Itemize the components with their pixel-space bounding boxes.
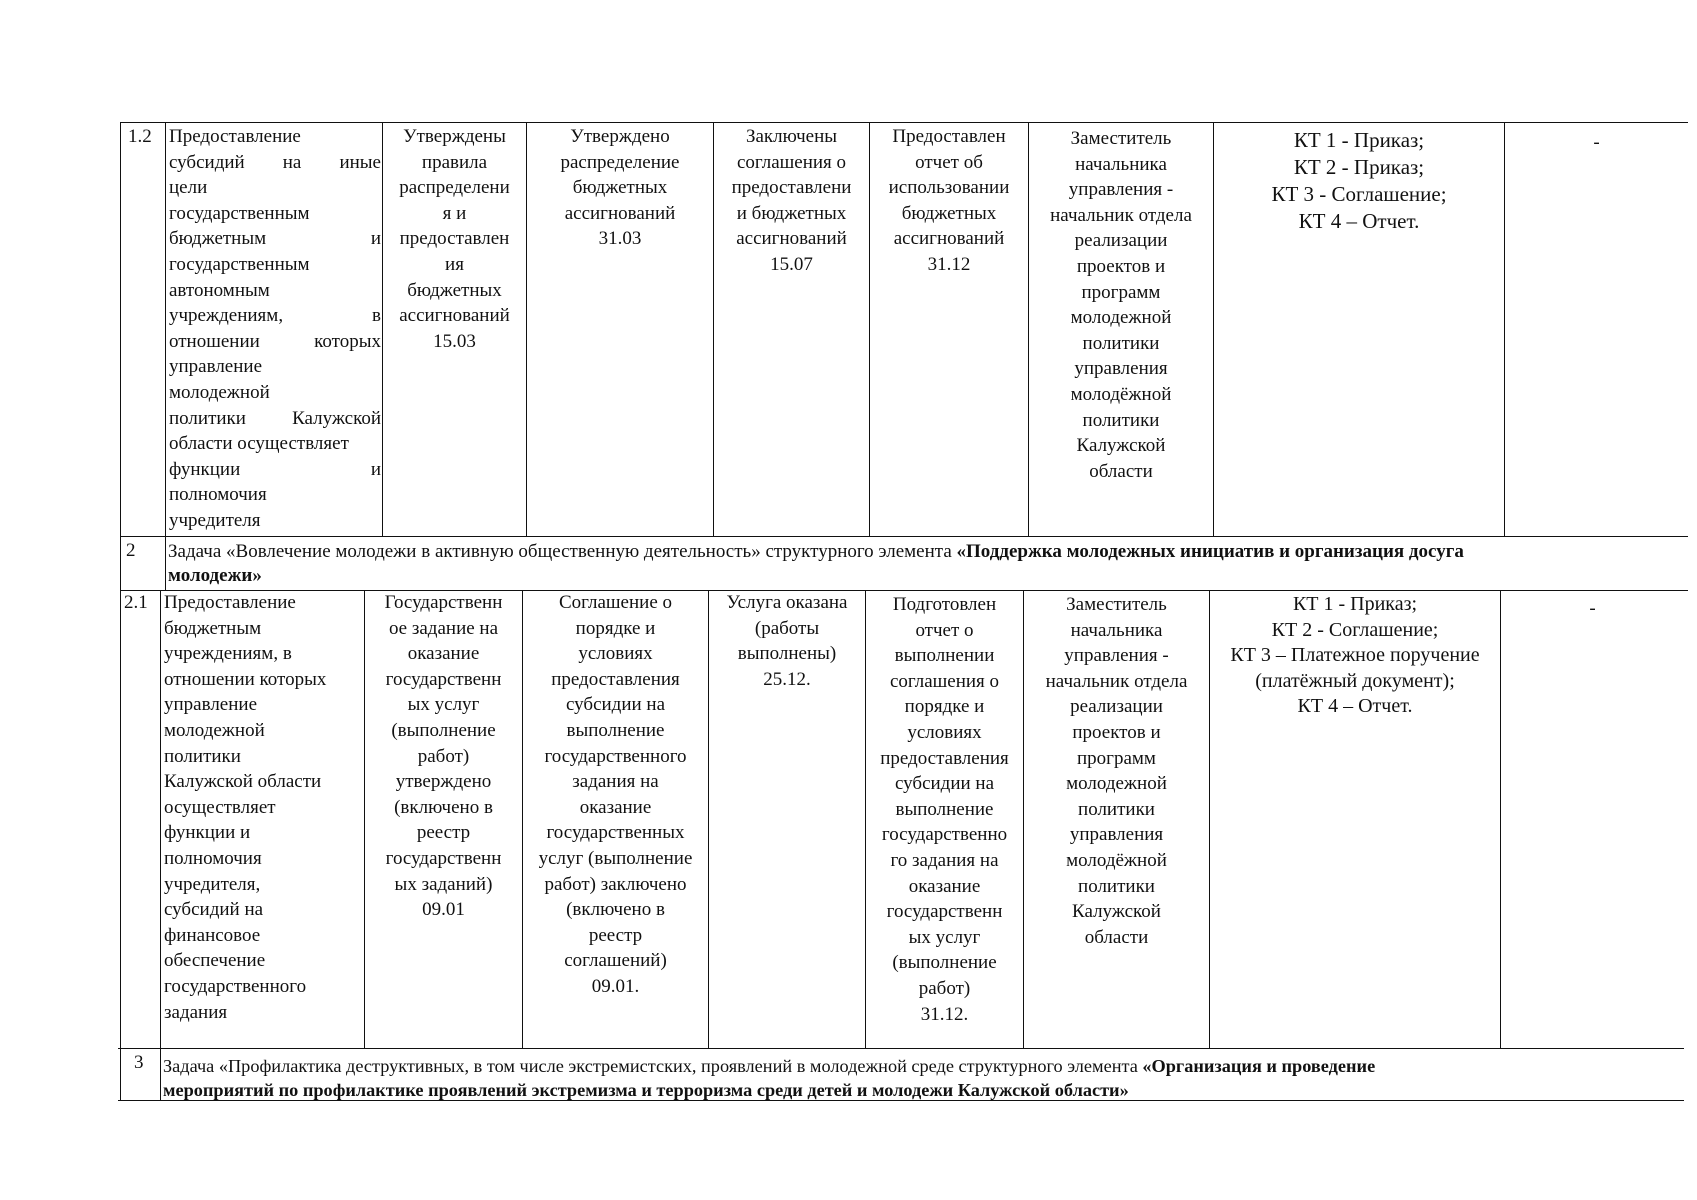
cell-line: государственных [546, 822, 685, 844]
control-point-1-cell [383, 124, 526, 354]
cell-word: политики [169, 407, 246, 429]
event-name-cell [164, 590, 326, 1025]
cell-line: ассигнований [736, 228, 847, 250]
cell-line: области [1084, 926, 1149, 948]
cell-line: государственн [385, 847, 502, 869]
cell-word: на [282, 151, 302, 173]
cell-line: отношении которых [164, 668, 327, 690]
cell-line [169, 226, 381, 252]
cell-line [169, 354, 381, 380]
cell-line: начальника [1075, 153, 1167, 175]
cell-line [169, 150, 381, 176]
cell-line: 15.03 [433, 330, 476, 352]
cell-line: Соглашение о [559, 592, 672, 613]
row-number: 2 [126, 540, 136, 561]
cell-line: 31.12. [920, 1003, 969, 1025]
cell-line: 25.12. [763, 668, 811, 690]
cell-line: работ) [417, 745, 470, 767]
task-3-bold-2: мероприятий по профилактике проявлений экстремизма и терроризма среди детей и молодежи Калужской области» [163, 1080, 1129, 1100]
cell-line: порядке и [575, 617, 656, 639]
cell-line: субсидии на [894, 773, 995, 795]
cell-word: субсидий [169, 151, 245, 173]
cell-line [169, 457, 381, 483]
row-number: 1.2 [128, 126, 152, 147]
cell-word: которых [314, 330, 381, 352]
row-number: 3 [134, 1052, 144, 1073]
row-number: 2.1 [124, 592, 148, 613]
cell-line: программ [1081, 281, 1161, 303]
cell-line: ия [445, 253, 464, 275]
cell-line: государственн [385, 668, 502, 690]
cell-line: молодежной [164, 719, 265, 741]
cell-line: молодёжной [1066, 849, 1167, 871]
cell-line: бюджетных [407, 279, 502, 301]
cell-line: начальник отдела [1045, 670, 1188, 692]
cell-line: услуг (выполнение [538, 847, 693, 869]
cell-line: 09.01. [591, 975, 640, 997]
cell-word: государственным [169, 253, 310, 275]
cell-line: и бюджетных [736, 202, 847, 224]
grid-line [120, 122, 1688, 123]
task-3-bold: «Организация и проведение [1142, 1056, 1376, 1076]
cell-word: бюджетным [169, 228, 267, 250]
cell-line: утверждено [395, 771, 492, 793]
cell-line: учредителя, [164, 873, 261, 895]
cell-line: финансовое [164, 924, 261, 946]
cell-line: ых услуг [407, 694, 480, 716]
cell-word: и [370, 228, 381, 250]
cell-line: Предоставлен [892, 126, 1006, 147]
cell-line: управления - [1064, 645, 1169, 667]
cell-word: полномочия [169, 484, 267, 506]
cell-line: реестр [416, 822, 471, 844]
task-2-plain: Задача «Вовлечение молодежи в активную общественную деятельность» структурного элемента [168, 541, 957, 562]
cell-line: начальника [1070, 619, 1163, 641]
cell-line: проектов и [1072, 721, 1161, 743]
cell-line: (платёжный документ); [1255, 669, 1455, 692]
cell-line: реализации [1070, 696, 1163, 718]
cell-line: Заместитель [1070, 128, 1172, 149]
cell-line: бюджетных [901, 202, 997, 224]
cell-line: я и [442, 202, 467, 224]
cell-line [169, 278, 381, 304]
task-3-text [163, 1054, 1375, 1102]
cell-line: Заключены [745, 126, 838, 147]
cell-line: порядке и [904, 696, 985, 718]
cell-line: управления - [1068, 179, 1174, 201]
cell-line: учреждениям, в [164, 643, 292, 665]
cell-line: КТ 4 – Отчет. [1298, 209, 1420, 233]
cell-line: соглашения о [889, 670, 1000, 692]
cell-line: КТ 3 - Соглашение; [1271, 182, 1447, 206]
cell-line: молодежной [1066, 773, 1167, 795]
cell-line: выполнение [895, 798, 994, 820]
cell-word: государственным [169, 202, 310, 224]
cell-line: Услуга оказана [726, 592, 848, 613]
cell-line: полномочия [164, 847, 262, 869]
cell-line: распределени [399, 177, 510, 199]
cell-line: обеспечение [164, 950, 266, 972]
grid-line [120, 122, 121, 1100]
cell-line: (выполнение [391, 719, 496, 741]
grid-line [165, 536, 166, 590]
cell-line: 31.12 [927, 253, 971, 275]
cell-word: учредителя [169, 509, 261, 531]
cell-word: учреждениям, [169, 305, 284, 327]
grid-line [1500, 590, 1501, 1048]
responsible-cell [1024, 592, 1209, 950]
cell-word: молодежной [169, 381, 270, 403]
cell-line: Калужской [1076, 435, 1166, 457]
cell-line: распределение [560, 151, 680, 173]
cell-line: 09.01 [422, 899, 465, 921]
cell-line: проектов и [1076, 255, 1166, 277]
cell-line [169, 252, 381, 278]
cell-line [169, 201, 381, 227]
cell-line: отчет о [915, 619, 974, 641]
cell-line: Калужской области [164, 771, 322, 793]
grid-line [1504, 122, 1505, 536]
cell-line: молодежной [1070, 307, 1172, 329]
cell-line: КТ 4 – Отчет. [1297, 695, 1413, 718]
cell-line: 15.07 [770, 253, 813, 275]
cell-line [169, 303, 381, 329]
cell-word: иные [339, 151, 381, 173]
cell-line: условиях [578, 643, 653, 665]
cell-line: выполнение [566, 719, 665, 741]
cell-line: молодёжной [1070, 383, 1172, 405]
cell-line: условиях [907, 721, 982, 743]
cell-word: управление [169, 356, 263, 378]
cell-line: государственного [164, 975, 307, 997]
cell-line: ассигнований [399, 305, 510, 327]
cell-line [169, 508, 381, 534]
control-point-2-cell [523, 590, 708, 1000]
cell-line: предоставления [880, 747, 1009, 769]
task-3-line-1 [163, 1054, 1375, 1078]
cell-line: выполнены) [737, 643, 837, 665]
task-3-line-2 [163, 1078, 1375, 1102]
cell-line: Утверждены [403, 126, 506, 147]
cell-line: (работы [754, 617, 820, 639]
task-2-bold: «Поддержка молодежных инициатив и организация досуга [956, 541, 1464, 562]
cell-line: Предоставление [164, 592, 296, 613]
control-point-4-cell [866, 592, 1023, 1027]
cell-line: реализации [1074, 230, 1168, 252]
cell-line: начальник отдела [1050, 204, 1192, 226]
cell-word: автономным [169, 279, 270, 301]
cell-line: управление [164, 694, 258, 716]
cell-line: политики [164, 745, 241, 767]
cell-line: КТ 3 – Платежное поручение [1230, 644, 1480, 667]
cell-line: соглашения о [736, 151, 847, 173]
cell-line: ых заданий) [394, 873, 493, 895]
cell-line: предоставления [551, 668, 680, 690]
cell-line: Подготовлен [892, 594, 997, 615]
cell-line: области [1089, 460, 1153, 482]
grid-line [160, 590, 161, 1048]
cell-line: осуществляет [164, 796, 276, 818]
cell-line: работ) [918, 977, 971, 999]
cell-line: оказание [407, 643, 480, 665]
cell-line: задания [164, 1001, 228, 1023]
cell-word: цели [169, 177, 208, 199]
cell-word: Калужской [292, 407, 381, 429]
cell-line [169, 329, 381, 355]
control-point-4-cell [870, 124, 1028, 278]
control-point-1-cell [365, 590, 522, 923]
cell-line: предоставлени [731, 177, 852, 199]
cell-line: КТ 2 - Соглашение; [1271, 618, 1439, 641]
cell-line: соглашений) [564, 950, 667, 972]
cell-line: политики [1082, 409, 1160, 431]
cell-word: отношении [169, 330, 260, 352]
cell-line: оказание [908, 875, 981, 897]
cell-line: оказание [579, 796, 652, 818]
cell-line [169, 124, 381, 150]
last-cell: - [1589, 598, 1596, 619]
cell-line: (выполнение [892, 952, 997, 974]
cell-line: государственно [881, 824, 1008, 846]
cell-line: работ) заключено [544, 873, 687, 895]
cell-line [169, 380, 381, 406]
grid-line [120, 590, 1688, 591]
cell-line: ассигнований [564, 202, 676, 224]
control-point-3-cell [714, 124, 869, 278]
cell-line: ое задание на [388, 617, 499, 639]
cell-line: политики [1078, 875, 1155, 897]
cell-line: ассигнований [893, 228, 1005, 250]
cell-line: КТ 2 - Приказ; [1293, 155, 1425, 179]
cell-line: предоставлен [399, 228, 510, 250]
cell-line: Заместитель [1066, 594, 1167, 615]
cell-line [169, 175, 381, 201]
cell-line: отчет об [915, 151, 983, 173]
cell-line [169, 482, 381, 508]
task-3-plain: Задача «Профилактика деструктивных, в том числе экстремистских, проявлений в молодежной среде структурного элемента [163, 1056, 1143, 1076]
cell-word: Предоставление [169, 126, 301, 147]
cell-word: и [370, 458, 381, 480]
cell-line: 31.03 [598, 228, 642, 250]
cell-line [169, 431, 381, 457]
task-2-text [168, 540, 1464, 588]
grid-line [118, 1048, 1684, 1049]
event-name-cell [169, 124, 381, 534]
cell-line: политики [1078, 798, 1155, 820]
cell-line: реестр [588, 924, 643, 946]
cell-line: Государственн [384, 592, 503, 613]
cell-line: управления [1069, 824, 1164, 846]
cell-word: области осуществляет [169, 433, 349, 455]
documents-cell [1210, 592, 1500, 720]
grid-line [120, 536, 1688, 537]
grid-line [160, 1048, 161, 1100]
task-2-bold-2: молодежи» [168, 565, 262, 586]
cell-word: функции [169, 458, 241, 480]
cell-line: функции и [164, 822, 251, 844]
control-point-2-cell [527, 124, 713, 252]
documents-cell [1214, 127, 1504, 235]
cell-line: выполнении [894, 645, 995, 667]
grid-line [165, 122, 166, 536]
cell-line: программ [1077, 747, 1156, 769]
cell-line: государственн [886, 901, 1003, 923]
cell-line: КТ 1 - Приказ; [1292, 593, 1418, 615]
cell-line: КТ 1 - Приказ; [1293, 128, 1425, 152]
cell-line: правила [421, 151, 488, 173]
cell-line: субсидий на [164, 899, 264, 921]
cell-line: Калужской [1072, 901, 1161, 923]
control-point-3-cell [709, 590, 865, 692]
cell-line: политики [1082, 332, 1160, 354]
cell-line: (включено в [394, 796, 493, 818]
task-2-line-1 [168, 540, 1464, 564]
cell-line [169, 406, 381, 432]
cell-line: Утверждено [570, 126, 670, 147]
responsible-cell [1029, 126, 1213, 484]
cell-line: управления [1074, 358, 1168, 380]
task-2-line-2 [168, 564, 1464, 588]
cell-line: ых услуг [908, 926, 981, 948]
cell-line: бюджетным [164, 617, 262, 639]
cell-line: (включено в [566, 899, 665, 921]
cell-line: субсидии на [565, 694, 666, 716]
cell-line: го задания на [890, 849, 999, 871]
cell-line: государственного [544, 745, 687, 767]
cell-word: в [372, 305, 381, 327]
last-cell: - [1593, 132, 1600, 153]
cell-line: использовании [888, 177, 1010, 199]
cell-line: бюджетных [572, 177, 668, 199]
cell-line: задания на [572, 771, 659, 793]
